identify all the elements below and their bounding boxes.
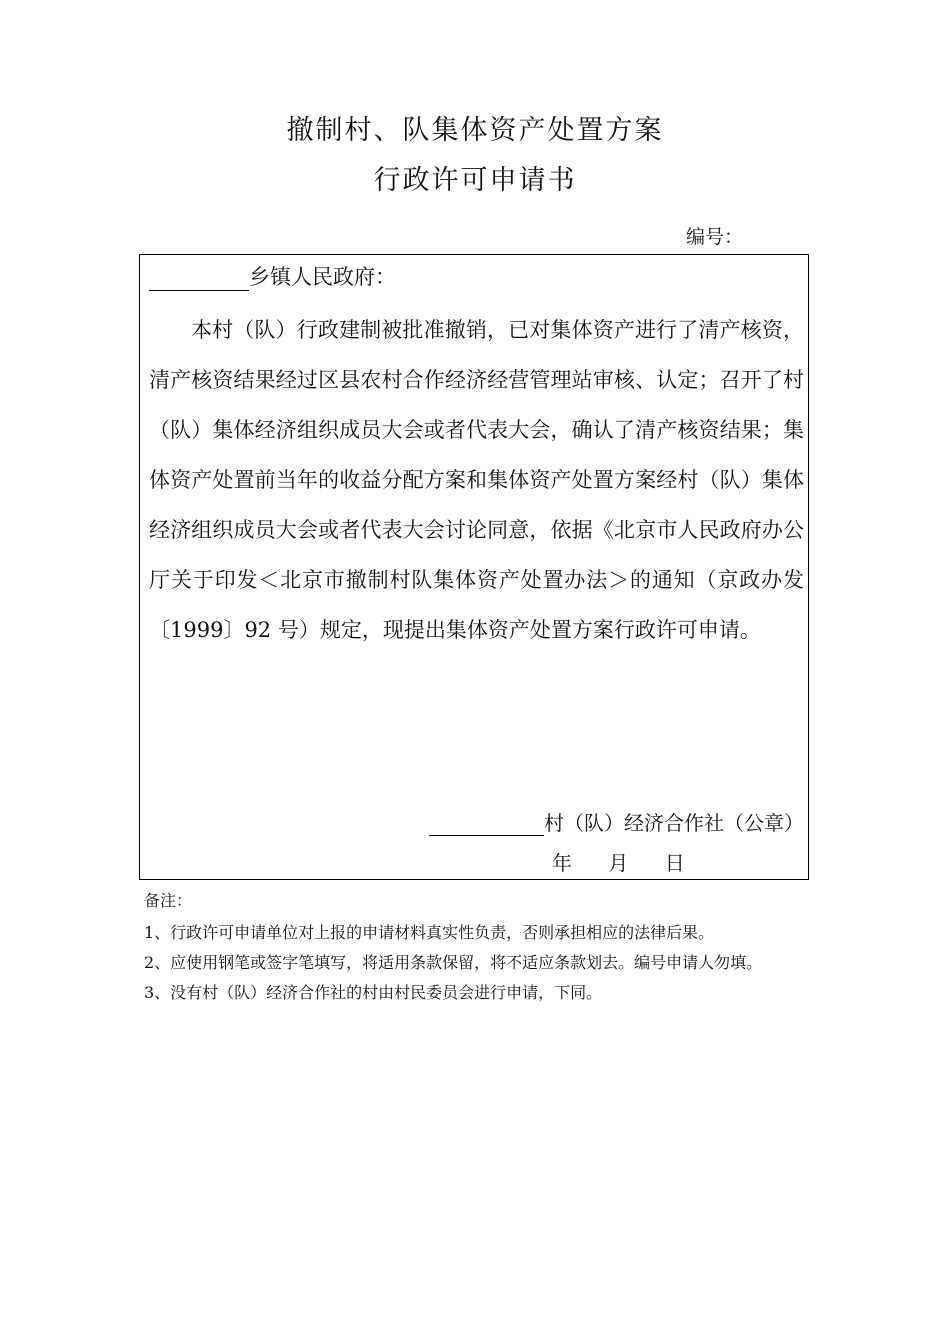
note-item-3: 3、没有村（队）经济合作社的村由村民委员会进行申请，下同。 (144, 983, 603, 1002)
addressee-line (149, 261, 396, 291)
cooperative-name-blank[interactable] (429, 809, 544, 836)
document-subtitle: 行政许可申请书 (373, 165, 577, 196)
note-item-2: 2、应使用钢笔或签字笔填写，将适用条款保留，将不适应条款划去。编号申请人勿填。 (144, 953, 763, 972)
date-line: 年 月 日 (552, 851, 685, 875)
serial-number-label: 编号： (686, 226, 744, 248)
notes-section (144, 890, 816, 1008)
township-name-blank[interactable] (149, 264, 249, 291)
seal-label: 村（队）经济合作社（公章） (544, 811, 804, 835)
application-form-box (139, 254, 809, 880)
application-body-text: 本村（队）行政建制被批准撤销，已对集体资产进行了清产核资，清产核资结果经过区县农村合作经济经营管理站审核、认定；召开了村（队）集体经济组织成员大会或者代表大会，确认了清产核资结果；集体资产处置前当年的收益分配方案和集体资产处置方案经村（队）集体经济组织成员大会或者代表大会讨论同意，依据《北京市人民政府办公厅关于印发＜北京市撤制村队集体资产处置办法＞的通知（京政办发〔1999〕92 号）规定，现提出集体资产处置方案行政许可申请。 (149, 318, 804, 642)
document-title: 撤制村、队集体资产处置方案 (286, 115, 664, 146)
seal-signature-line (429, 807, 804, 836)
note-item-1: 1、行政许可申请单位对上报的申请材料真实性负责，否则承担相应的法律后果。 (144, 923, 715, 942)
notes-heading: 备注： (144, 891, 193, 910)
addressee-suffix: 乡镇人民政府： (249, 265, 396, 289)
